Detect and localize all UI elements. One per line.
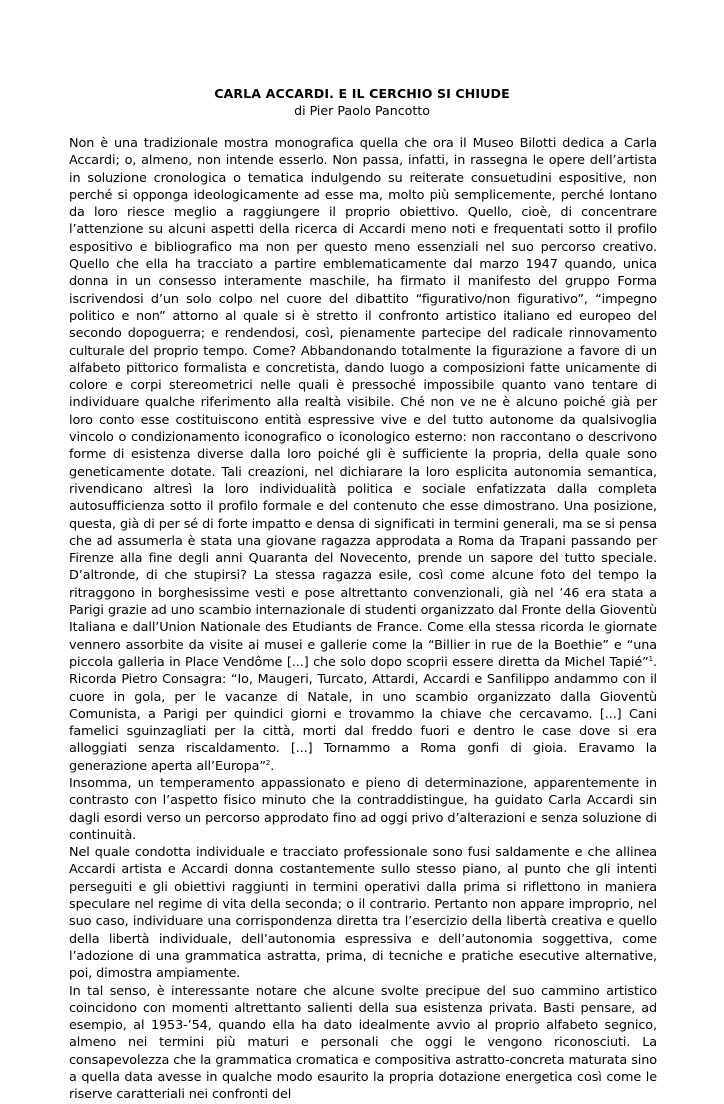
document-title: CARLA ACCARDI. E IL CERCHIO SI CHIUDE xyxy=(214,86,510,101)
footnote-ref-2: 2 xyxy=(265,758,271,767)
paragraph-1-text-continued: . Ricorda Pietro Consagra: “Io, Maugeri, Turcato, Attardi, Accardi e Sanfilippo andammo con il cuore in gola, per le vacanze di Natale, in uno scambio organizzato dalla Gioventù Comunista, a Parigi per quindici giorni e trovammo la chiave che cercavamo. [...] Cani famelici sguinzagliati per la città, morti dal freddo fuori e dentro le case dove si era alloggiati senza riscaldamento. [...] Tornammo a Roma gonfi di gioia. Eravamo la generazione aperta all’Europa” xyxy=(69,654,657,774)
paragraph-2: Insomma, un temperamento appassionato e pieno di determinazione, apparentemente in contrasto con l’aspetto fisico minuto che la contraddistingue, ha guidato Carla Accardi sin dagli esordi verso un percorso approdato fino ad oggi privo d’alterazioni e senza soluzione di continuità. xyxy=(69,775,657,843)
paragraph-3: Nel quale condotta individuale e tracciato professionale sono fusi saldamente e che allinea Accardi artista e Accardi donna costantemente sullo stesso piano, al punto che gli intenti perseguiti e gli obiettivi raggiunti in termini operativi dalla prima si riflettono in maniera speculare nel regime di vita della seconda; o il contrario. Pertanto non appare improprio, nel suo caso, individuare una corrispondenza diretta tra l’esercizio della libertà creativa e quello della libertà individuale, dell’autonomia espressiva e dell’autonomia soggettiva, come l’adozione di una grammatica astratta, prima, di tecniche e pratiche esecutive alternative, poi, dimostra ampiamente. xyxy=(69,845,657,982)
paragraph-1 xyxy=(69,135,657,775)
paragraph-4: In tal senso, è interessante notare che alcune svolte precipue del suo cammino artistico coincidono con momenti altrettanto salienti della sua esistenza privata. Basti pensare, ad esempio, al 1953-’54, quando ella ha dato idealmente avvio al proprio alfabeto segnico, almeno nei termini più maturi e personali che oggi le vengono riconosciuti. La consapevolezza che la grammatica cromatica e compositiva astratto-concreta maturata sino a quella data avesse in qualche modo esaurito la propria dotazione energetica così come le riserve caratteriali nei confronti del xyxy=(69,983,657,1103)
paragraph-1-text-end: . xyxy=(270,758,275,774)
paragraph-1-text: Non è una tradizionale mostra monografica quella che ora il Museo Bilotti dedica a Carla Accardi; o, almeno, non intende esserlo. Non passa, infatti, in rassegna le opere dell’artista in soluzione cronologica o tematica indulgendo su reiterate consuetudini espositive, non perché si opponga ideologicamente ad esse ma, molto più semplicemente, perché lontano da loro riesce meglio a raggiungere il proprio obiettivo. Quello, cioè, di concentrare l’attenzione su alcuni aspetti della ricerca di Accardi meno noti e frequentati sotto il profilo espositivo e bibliografico ma non per questo meno essenziali nel suo percorso creativo. Quello che ella ha tracciato a partire emblematicamente dal marzo 1947 quando, unica donna in un consesso interamente maschile, ha firmato il manifesto del gruppo Forma iscrivendosi d’un solo colpo nel cuore del dibattito “figurativo/non figurativo”, “impegno politico e non” attorno al quale si è stretto il confronto artistico italiano ed europeo del secondo dopoguerra; e rendendosi, così, pienamente partecipe del radicale rinnovamento culturale del proprio tempo. Come? Abbandonando totalmente la figurazione a favore di un alfabeto pittorico formalista e concretista, dando luogo a composizioni fatte unicamente di colore e corpi stereometrici nelle quali è pressoché impossibile quanto vano tentare di individuare qualche riferimento alla realtà visibile. Ché non ve ne è alcuno poiché già per loro conto esse costituiscono entità espressive vive e del tutto autonome da qualsivoglia vincolo o condizionamento iconografico o iconologico esterno: non raccontano o descrivono forme di esistenza diverse dalla loro poiché gli è sufficiente la propria, della quale sono geneticamente dotate. Tali creazioni, nel dichiarare la loro esplicita autonomia semantica, rivendicano altresì la loro individualità politica e sociale enfatizzata dalla completa autosufficienza sotto il profilo formale e del contenuto che esse dimostrano. Una posizione, questa, già di per sé di forte impatto e densa di significati in termini generali, ma se si pensa che ad assumerla è stata una giovane ragazza approdata a Roma da Trapani passando per Firenze alla fine degli anni Quaranta del Novecento, prende un sapore del tutto speciale. D’altronde, di che stupirsi? La stessa ragazza esile, così come alcune foto del tempo la ritraggono in borghesissime vesti e pose altrettanto convenzionali, già nel ’46 era stata a Parigi grazie ad uno scambio internazionale di studenti organizzato dal Fronte della Gioventù Italiana e dall’Union Nationale des Etudiants de France. Come ella stessa ricorda le giornate vennero assorbite da visite ai musei e gallerie come la “Billier in rue de la Boethie” e “una piccola galleria in Place Vendôme [...] che solo dopo scoprii essere diretta da Michel Tapié” xyxy=(69,136,657,670)
author-byline: di Pier Paolo Pancotto xyxy=(294,103,430,118)
footnote-ref-1: 1 xyxy=(648,654,654,663)
article-body xyxy=(69,135,657,1104)
